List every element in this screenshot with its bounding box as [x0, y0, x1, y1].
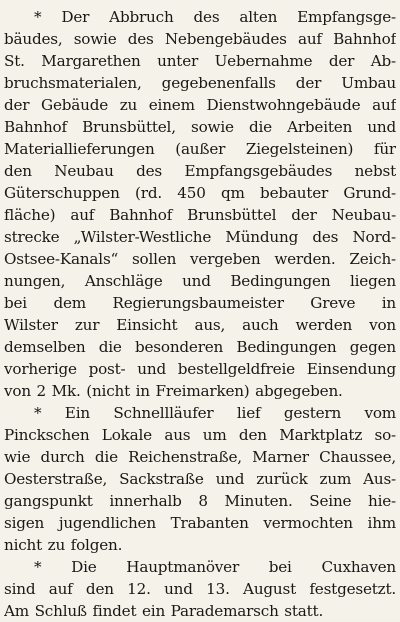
- text-line: sind auf den 12. und 13. August festgesetzt.: [4, 580, 396, 598]
- text-line: nungen, Anschläge und Bedingungen liegen: [4, 272, 396, 290]
- text-line: der Gebäude zu einem Dienstwohngebäude auf: [4, 96, 396, 114]
- text-line: bei dem Regierungsbaumeister Greve in: [4, 294, 396, 312]
- text-line: Wilster zur Einsicht aus, auch werden von: [4, 316, 396, 334]
- text-line: strecke „Wilster-Westliche Mündung des Nord-: [4, 228, 396, 246]
- text-line: wie durch die Reichenstraße, Marner Chaussee,: [4, 448, 396, 466]
- text-line: vorherige post- und bestellgeldfreie Einsendung: [4, 360, 396, 378]
- article-runner: [4, 402, 396, 556]
- text-line: den Neubau des Empfangsgebäudes nebst: [4, 162, 396, 180]
- text-line: von 2 Mk. (nicht in Freimarken) abgegeben.: [4, 382, 343, 400]
- text-line: demselben die besonderen Bedingungen gegen: [4, 338, 396, 356]
- text-line: Ostsee-Kanals“ sollen vergeben werden. Zeich-: [4, 250, 396, 268]
- text-line: * Ein Schnellläufer lief gestern vom: [34, 404, 396, 422]
- text-line: sigen jugendlichen Trabanten vermochten ihm: [4, 514, 396, 532]
- text-line: * Der Abbruch des alten Empfangsge-: [34, 8, 396, 26]
- text-line: gangspunkt innerhalb 8 Minuten. Seine hie-: [4, 492, 396, 510]
- text-line: nicht zu folgen.: [4, 536, 123, 554]
- article-manoeuvres: [4, 556, 396, 622]
- text-line: St. Margarethen unter Uebernahme der Ab-: [4, 52, 396, 70]
- text-line: Am Schluß findet ein Parademarsch statt.: [4, 602, 324, 620]
- text-line: Güterschuppen (rd. 450 qm bebauter Grund-: [4, 184, 396, 202]
- text-line: * Die Hauptmanöver bei Cuxhaven: [34, 558, 396, 576]
- text-line: bruchsmaterialen, gegebenenfalls der Umbau: [4, 74, 396, 92]
- text-line: Materiallieferungen (außer Ziegelsteinen) für: [4, 140, 396, 158]
- text-line: Bahnhof Brunsbüttel, sowie die Arbeiten und: [4, 118, 396, 136]
- text-line: fläche) auf Bahnhof Brunsbüttel der Neubau-: [4, 206, 396, 224]
- text-line: bäudes, sowie des Nebengebäudes auf Bahnhof: [4, 30, 396, 48]
- text-line: Oesterstraße, Sackstraße und zurück zum Aus-: [4, 470, 396, 488]
- article-station-tender: [4, 6, 396, 402]
- text-line: Pinckschen Lokale aus um den Marktplatz so-: [4, 426, 396, 444]
